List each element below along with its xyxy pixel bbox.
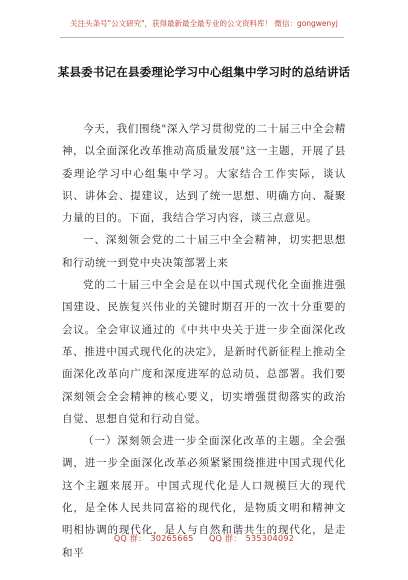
footer-qq1-value: 30265665 (150, 534, 194, 543)
header-promo-note: 关注头条号"公文研究"，获得最新最全最专业的公文资料库！ 微信：gongwenyj (70, 19, 338, 28)
footer-qq2-label: QQ 群： (208, 534, 242, 543)
document-title: 某县委书记在县委理论学习中心组集中学习时的总结讲话 (57, 65, 351, 79)
paragraph-body-1: 党的二十届三中全会是在以中国式现代化全面推进强国建设、民族复兴伟业的关键时期召开的一次十分重要的会议。全会审议通过的《中共中央关于进一步全面深化改革、推进中国式现代化的决定》，是新时代新征程上推动全面深化改革向广度和深度进军的总动员、总部署。我们要深刻领会全会精神的核心要义，切实增强贯彻落实的政治自觉、思想自觉和行动自觉。 (62, 279, 346, 425)
footer-qq2-value: 535304092 (245, 534, 295, 543)
paragraph-heading-1: 一、深刻领会党的二十届三中全会精神，切实把思想和行动统一到党中央决策部署上来 (62, 234, 346, 269)
paragraph-subsection-1: （一）深刻领会进一步全面深化改革的主题。全会强调，进一步全面深化改革必须紧紧围绕推进中国式现代化这个主题来展开。中国式现代化是人口规模巨大的现代化，是全体人民共同富裕的现代化，是物质文明和精神文明相协调的现代化，是人与自然和谐共生的现代化，是走和平 (62, 435, 346, 559)
footer-qq1-label: QQ 群： (113, 534, 147, 543)
paragraph-intro: 今天，我们围绕"深入学习贯彻党的二十届三中全会精神，以全面深化改革推动高质量发展"这一主题，开展了县委理论学习中心组集中学习。大家结合工作实际，谈认识、讲体会、提建议，达到了统一思想、明确方向、凝聚力量的目的。下面，我结合学习内容，谈三点意见。 (62, 123, 346, 225)
document-body (62, 118, 346, 564)
footer-qq-groups (0, 533, 408, 544)
header-divider (60, 37, 344, 38)
